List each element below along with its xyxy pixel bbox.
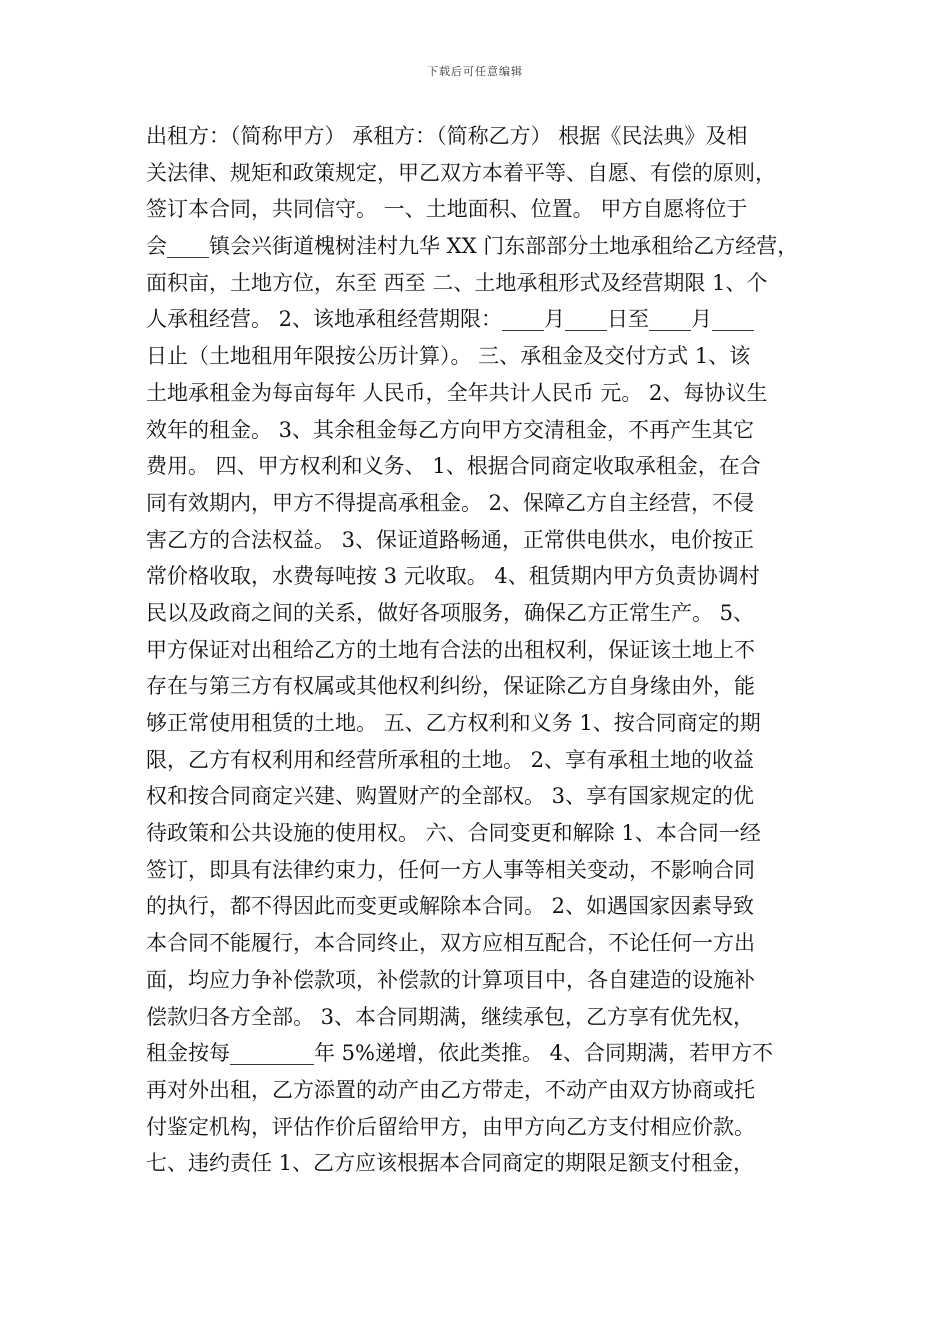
text-line: 土地承租金为每亩每年 人民币，全年共计人民币 元。 2、每协议生 (146, 380, 768, 405)
text-line: 偿款归各方全部。 3、本合同期满，继续承包，乙方享有优先权， (146, 1004, 755, 1029)
text-line: 待政策和公共设施的使用权。 六、合同变更和解除 1、本合同一经 (146, 821, 761, 846)
text-line: 够正常使用租赁的土地。 五、乙方权利和义务 1、按合同商定的期 (146, 711, 761, 735)
text-line: 害乙方的合法权益。 3、保证道路畅通，正常供电供水，电价按正 (146, 527, 755, 552)
text-line: 的执行，都不得因此而变更或解除本合同。 2、如遇国家因素导致 (146, 894, 755, 919)
text-line: 人承租经营。 2、该地承租经营期限：____月____日至____月____ (146, 307, 755, 332)
text-line: 费用。 四、甲方权利和义务、 1、根据合同商定收取承租金，在合 (146, 454, 761, 479)
text-line: 权和按合同商定兴建、购置财产的全部权。 3、享有国家规定的优 (146, 784, 755, 809)
text-line: 效年的租金。 3、其余租金每乙方向甲方交清租金，不再产生其它 (146, 417, 755, 442)
text-line: 甲方保证对出租给乙方的土地有合法的出租权利，保证该土地上不 (146, 637, 755, 662)
text-line: 常价格收取，水费每吨按 3 元收取。 4、租赁期内甲方负责协调村 (146, 564, 760, 589)
text-line: 关法律、规矩和政策规定，甲乙双方本着平等、自愿、有偿的原则， (146, 160, 776, 185)
header-note: 下载后可任意编辑 (427, 65, 523, 78)
text-line: 会____镇会兴街道槐树洼村九华 XX 门东部部分土地承租给乙方经营， (146, 234, 799, 259)
text-line: 存在与第三方有权属或其他权利纠纷，保证除乙方自身缘由外，能 (146, 674, 755, 699)
text-line: 日止（土地租用年限按公历计算）。 三、承租金及交付方式 1、该 (146, 344, 751, 369)
text-line: 出租方：（简称甲方） 承租方：（简称乙方） 根据《民法典》及相 (146, 124, 748, 148)
text-line: 面积亩，土地方位，东至 西至 二、土地承租形式及经营期限 1、个 (146, 270, 768, 295)
text-line: 同有效期内，甲方不得提高承租金。 2、保障乙方自主经营，不侵 (146, 490, 755, 515)
text-line: 付鉴定机构，评估作价后留给甲方，由甲方向乙方支付相应价款。 (146, 1114, 755, 1139)
contract-body (146, 118, 810, 1182)
text-line: 面，均应力争补偿款项，补偿款的计算项目中，各自建造的设施补 (146, 967, 755, 992)
text-line: 租金按每________年 5%递增，依此类推。 4、合同期满，若甲方不 (146, 1041, 774, 1066)
text-line: 七、违约责任 1、乙方应该根据本合同商定的期限足额支付租金， (146, 1151, 755, 1176)
text-line: 本合同不能履行，本合同终止，双方应相互配合，不论任何一方出 (146, 931, 755, 956)
text-line: 民以及政商之间的关系，做好各项服务，确保乙方正常生产。 5、 (146, 600, 755, 625)
text-line: 签订，即具有法律约束力，任何一方人事等相关变动，不影响合同 (146, 857, 755, 882)
text-line: 签订本合同，共同信守。 一、土地面积、位置。 甲方自愿将位于 (146, 197, 748, 222)
text-line: 再对外出租，乙方添置的动产由乙方带走，不动产由双方协商或托 (146, 1077, 755, 1102)
text-line: 限，乙方有权利用和经营所承租的土地。 2、享有承租土地的收益 (146, 747, 755, 772)
